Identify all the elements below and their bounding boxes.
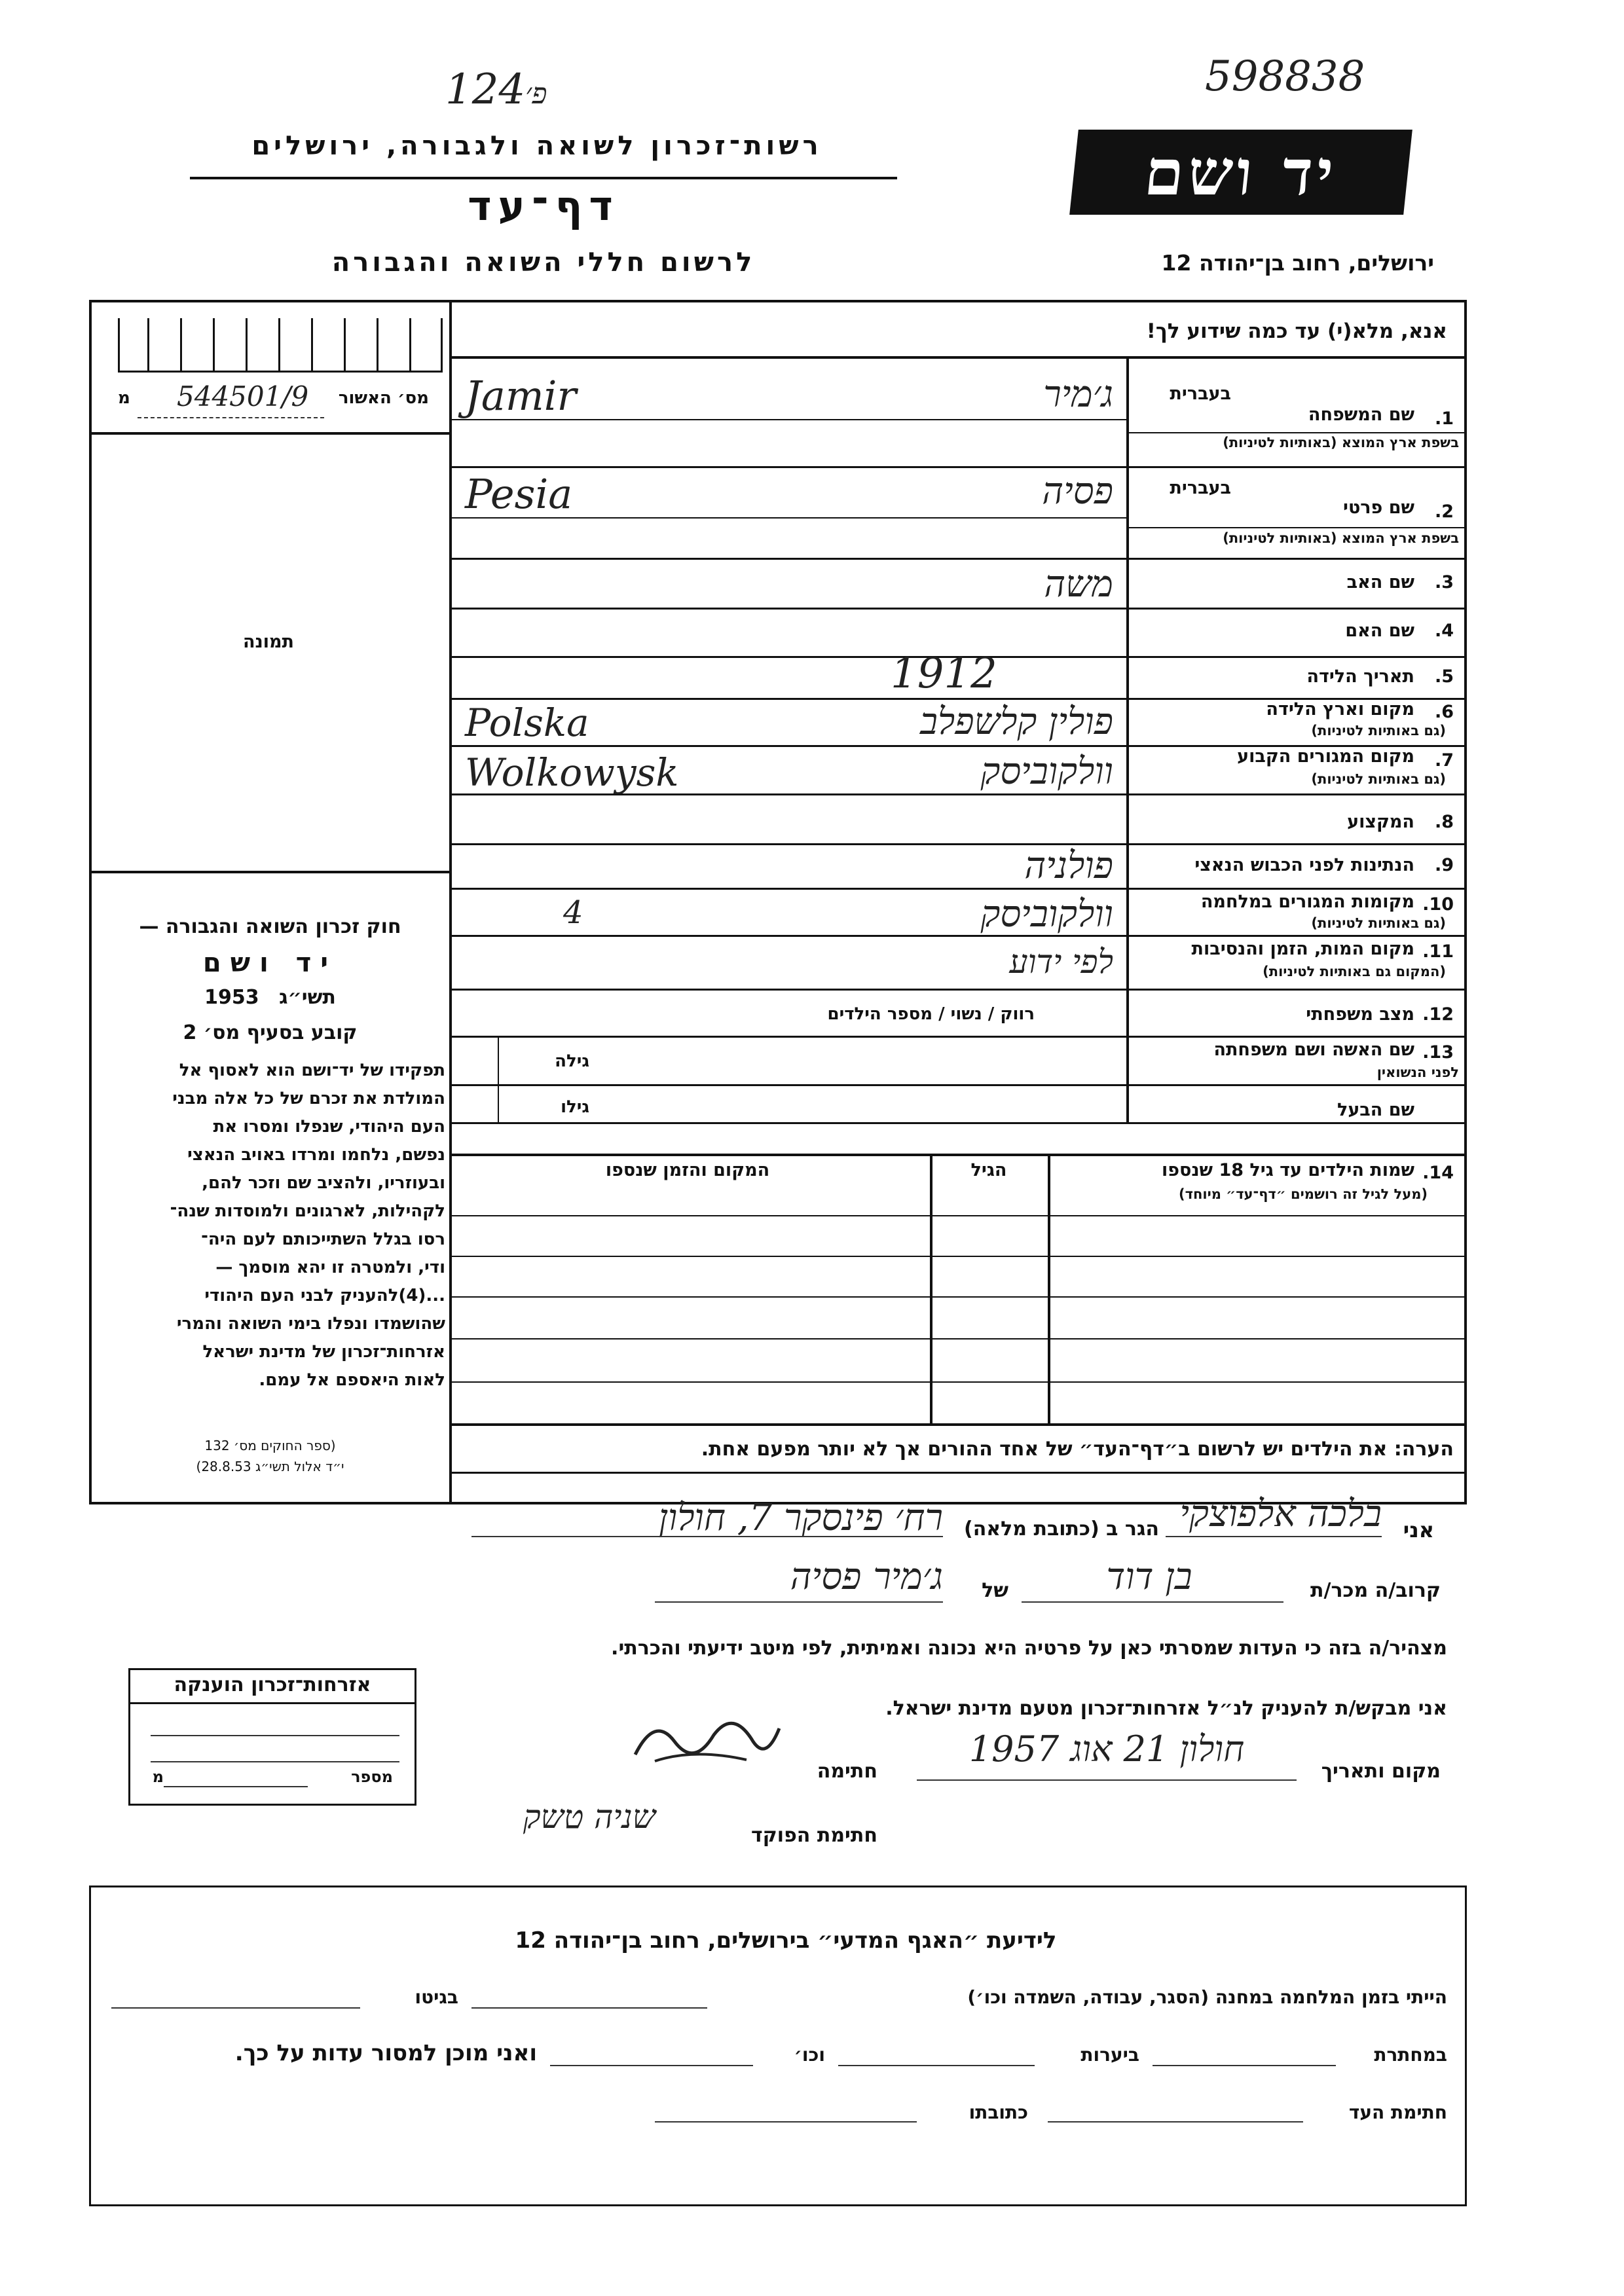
field-2-hebrew-label: בעברית — [1170, 478, 1231, 498]
officer-label: חתימת הפוקד — [751, 1824, 877, 1847]
field-3-value: משה — [1044, 563, 1113, 606]
declaration: מצהיר/ה בזה כי העדות שמסרתי כאן על פרטיה היא נכונה ואמיתית, לפי מיטב ידיעתי והכרתי. — [611, 1637, 1447, 1660]
field-1-sublabel: בשפת ארץ המוצא (באותיות לטיניות) — [1223, 435, 1459, 450]
signature-label: חתימה — [817, 1760, 877, 1783]
law-body — [96, 1057, 445, 1394]
place-date-label: מקום ותאריך — [1321, 1760, 1441, 1783]
footer-title: לידיעת ״האגף המדעי״ בירושלים, רחוב בן־יהודה 12 — [515, 1927, 1057, 1954]
field-1-number: 1. — [1434, 409, 1454, 429]
field-13-age-label: גילה — [555, 1051, 589, 1071]
field-12-number: 12. — [1422, 1004, 1454, 1025]
declarant-address: רח׳ פינסקר 7, חולון — [658, 1497, 943, 1539]
record-number-annotation: 598838 — [1205, 52, 1365, 101]
citizenship-title: אזרחות־זכרון הוענקה — [174, 1673, 371, 1696]
page-number-annotation — [445, 65, 552, 114]
page-num: 124 — [445, 65, 526, 114]
field-4-label: שם האם — [1345, 621, 1414, 641]
field-10-number: 10. — [1422, 894, 1454, 915]
field-9-value: פולניה — [1024, 845, 1113, 887]
law-line: אזרחות־זכרון של מדינת ישראל — [202, 1342, 445, 1362]
field-13-sublabel: לפני הנשואין — [1376, 1065, 1459, 1080]
place-date-value: חולון 21 אוג 1957 — [969, 1728, 1245, 1770]
declarant-signature — [629, 1702, 786, 1774]
law-clause: קובע בסעיף מס׳ 2 — [183, 1021, 358, 1044]
field-7-value-hebrew: וולקוביסק — [980, 750, 1113, 793]
field-3-label: שם האב — [1346, 572, 1414, 592]
page-prefix: פ׳ — [525, 77, 547, 111]
law-line: רסו בגלל השתייכותם לעם היה־ — [201, 1230, 445, 1249]
photo-label: תמונה — [242, 632, 295, 652]
law-line: ובעוזריו, ולהציב שם וזכר להם, — [202, 1173, 445, 1193]
footer-row1-b: בגיטו — [415, 1986, 458, 2008]
husband-label: שם הבעל — [1337, 1100, 1414, 1120]
law-source-a: (ספר החוקים מס׳ 132 — [204, 1438, 336, 1453]
law-line: ודי, ולמטרה זו יהא מוסמך — — [215, 1258, 445, 1277]
field-2-label: שם פרטי — [1343, 498, 1414, 518]
logo-text: יד ושם — [1141, 135, 1341, 210]
law-source-b: י״ד אלול תשי״ג 28.8.53) — [196, 1459, 344, 1474]
field-13-number: 13. — [1422, 1042, 1454, 1063]
declarant-ani: אני — [1403, 1518, 1434, 1542]
field-7-sublabel: (גם באותיות לטיניות) — [1311, 771, 1446, 787]
address: ירושלים, רחוב בן־יהודה 12 — [1161, 250, 1434, 276]
field-9-label: הנתינות לפני הכבוש הנאצי — [1194, 855, 1414, 875]
form-title: דף־עד — [468, 182, 619, 230]
field-2-number: 2. — [1434, 501, 1454, 522]
field-7-label: מקום המגורים הקבוע — [1237, 746, 1414, 767]
declarant-name: בלכה אלפוצקי — [1179, 1493, 1382, 1535]
field-4-number: 4. — [1434, 621, 1454, 641]
officer-value: שניה טשק — [523, 1798, 656, 1836]
footer-row3-b: כתובתו — [969, 2102, 1028, 2123]
field-12-value: רווק / נשוי / מספר הילדים — [827, 1004, 1035, 1024]
footer-row2-d: ואני מוכן למסור עדות על כך. — [234, 2040, 537, 2066]
field-6-number: 6. — [1434, 702, 1454, 722]
footer-row3-a: חתימת העד — [1348, 2102, 1447, 2123]
field-8-label: המקצוע — [1347, 812, 1414, 832]
field-13-label: שם האשה ושם משפחתה — [1213, 1040, 1414, 1060]
field-14-number: 14. — [1422, 1163, 1454, 1183]
law-line: המולדת את זכרם של כל אלה מבני — [172, 1089, 445, 1108]
field-7-value-latin: Wolkowysk — [465, 750, 679, 795]
field-10-sublabel: (גם באותיות לטיניות) — [1311, 915, 1446, 931]
of-value: ג׳מיר פסיה — [790, 1556, 943, 1598]
field-14-label: שמות הילדים עד גיל 18 שנספו — [1161, 1160, 1414, 1180]
intro-text: אנא, מלא(י) עד כמה שידוע לך! — [1146, 319, 1447, 343]
law-line: העם היהודי, שנפלו ומסרו את — [213, 1117, 445, 1137]
field-1-hebrew-label: בעברית — [1170, 384, 1231, 404]
field-6-label: מקום וארץ הלידה — [1266, 699, 1414, 720]
law-line: תפקידו של יד־ושם הוא לאסוף אל — [179, 1061, 445, 1080]
yad-vashem-logo — [1069, 130, 1412, 215]
field-12-label: מצב משפחתי — [1306, 1004, 1414, 1025]
cert-value: 544501/9 — [177, 380, 309, 412]
field-5-number: 5. — [1434, 666, 1454, 687]
law-line: לאות היאספם אל עמם. — [259, 1370, 445, 1390]
field-2-sublabel: בשפת ארץ המוצא (באותיות לטיניות) — [1223, 530, 1459, 546]
field-6-sublabel: (גם באותיות לטיניות) — [1311, 723, 1446, 738]
org-line: רשות־זכרון לשואה ולגבורה, ירושלים — [251, 131, 822, 161]
relation-value: בן דוד — [1106, 1556, 1192, 1598]
law-line: נפשם, נלחמו ומרדו באויב הנאצי — [187, 1145, 445, 1165]
law-line: לקהילות, לארגונים ולמוסדות שנה־ — [170, 1201, 445, 1221]
cert-label: מס׳ האשור — [338, 388, 429, 408]
form-subtitle: לרשום חללי השואה והגבורה — [331, 247, 756, 278]
field-14-col-place: המקום והזמן שנספו — [605, 1160, 770, 1180]
field-14-sublabel: (מעל לגיל זה רושמים ״דף־עד״ מיוחד) — [1179, 1186, 1428, 1202]
law-line: שהושמדו ונפלו בימי השואה והמרי — [176, 1314, 445, 1334]
husband-age-label: גילו — [561, 1097, 589, 1117]
cert-number-row — [98, 380, 442, 422]
field-11-value: לפי ידוע — [1009, 943, 1113, 981]
resides-label: הגר ב (כתובת מלאה) — [963, 1518, 1159, 1540]
law-line: ...(4)להעניק לבני העם היהודי — [204, 1286, 445, 1305]
field-5-label: תאריך הלידה — [1306, 666, 1414, 687]
field-10-mark: 4 — [563, 894, 583, 931]
law-year-gregorian: 1953 — [204, 986, 259, 1009]
field-2-value-hebrew: פסיה — [1042, 470, 1113, 513]
law-year-hebrew: תשי״ג — [279, 986, 336, 1009]
field-2-value-latin: Pesia — [465, 470, 573, 518]
of-label: של — [982, 1579, 1008, 1602]
field-3-number: 3. — [1434, 572, 1454, 592]
field-6-value-hebrew: פולין קלשפלב — [920, 701, 1113, 743]
field-10-label: מקומות המגורים במלחמה — [1200, 892, 1414, 912]
citizenship-number-label: מספר — [351, 1768, 393, 1786]
tick-box-row — [118, 318, 439, 371]
field-11-label: מקום המות, הזמן והנסיבות — [1191, 939, 1414, 959]
footer-row2-c: וכו׳ — [794, 2044, 825, 2066]
field-9-number: 9. — [1434, 855, 1454, 875]
cert-prefix: מ — [118, 388, 130, 408]
field-1-label: שם המשפחה — [1308, 405, 1414, 425]
field-5-value: 1912 — [891, 649, 997, 698]
field-11-number: 11. — [1422, 941, 1454, 962]
law-year — [98, 986, 442, 1009]
footer-row2-b: ביערות — [1080, 2044, 1139, 2066]
field-11-sublabel: (המקום גם באותיות לטיניות) — [1263, 964, 1446, 979]
law-header: חוק זכרון השואה והגבורה — — [139, 915, 401, 938]
footer-row1-a: הייתי בזמן המלחמה במחנה (הסגר, עבודה, השמדה וכו׳) — [967, 1986, 1447, 2008]
field-6-value-latin: Polska — [465, 701, 589, 745]
field-8-number: 8. — [1434, 812, 1454, 832]
field-14-col-age: הגיל — [970, 1160, 1007, 1180]
footer-row2-a: במחתרת — [1374, 2044, 1447, 2066]
relation-label: קרוב/ה מכר/ת — [1310, 1579, 1441, 1602]
law-name: יד ושם — [202, 948, 338, 978]
note: הערה: את הילדים יש לרשום ב״דף־העד״ של אחד ההורים אך לא יותר מפעם אחת. — [701, 1438, 1454, 1461]
citizenship-prefix: מ — [152, 1768, 164, 1786]
field-10-value: וולקוביסק — [980, 893, 1113, 936]
field-1-value-hebrew: ג׳מיר — [1043, 373, 1113, 416]
field-7-number: 7. — [1434, 750, 1454, 771]
request: אני מבקש/ת להעניק לנ״ל אזרחות־זכרון מטעם מדינת ישראל. — [885, 1697, 1447, 1720]
field-1-value-latin: Jamir — [465, 372, 577, 420]
